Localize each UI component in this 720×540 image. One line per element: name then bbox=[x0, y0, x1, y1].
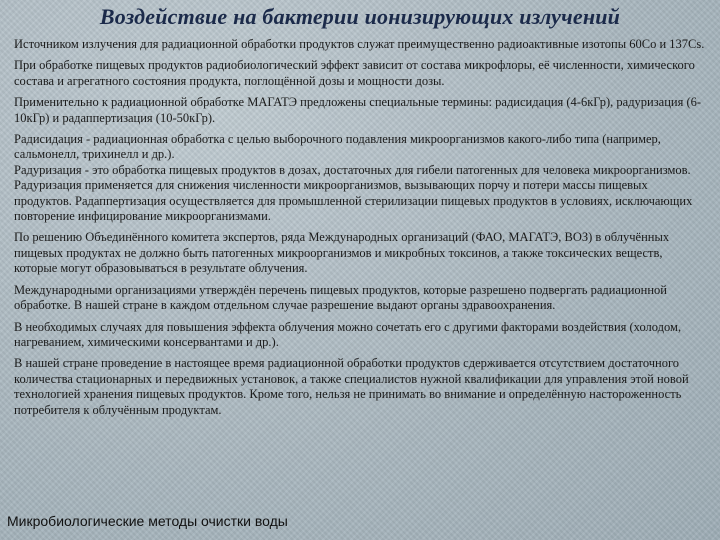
paragraph-radicidation: Радисидация - радиационная обработка с целью выборочного подавления микроорганизмов какого-либо типа (например, сальмонелл, трихинелл и др.). bbox=[14, 132, 661, 162]
paragraph-combined-factors: В необходимых случаях для повышения эффекта облучения можно сочетать его с другими факторами воздействия (холодом, нагреванием, химическими консервантами и др.). bbox=[14, 319, 682, 349]
slide-title: Воздействие на бактерии ионизирующих излучений bbox=[99, 4, 621, 29]
paragraph-radiobiological-effect: При обработке пищевых продуктов радиобиологический эффект зависит от состава микрофлоры, её численности, химического состава и агрегатного состояния продукта, поглощённой дозы и мощности дозы. bbox=[14, 58, 695, 88]
paragraph-iaea-terms: Применительно к радиационной обработке МАГАТЭ предложены специальные термины: радисидация (4-6кГр), радуризация (6-10кГр) и радаппертизация (10-50кГр). bbox=[14, 95, 702, 125]
paragraph-current-limitations: В нашей стране проведение в настоящее время радиационной обработки продуктов сдерживается отсутствием достаточного количества стационарных и передвижных установок, а также специалистов нужной квалификации для управления этой новой технологией хранения пищевых продуктов. Кроме того, нельзя не принимать во внимание и определённую настороженность потребителя к облучённым продуктам. bbox=[14, 356, 689, 417]
paragraph-radiation-sources: Источником излучения для радиационной обработки продуктов служат преимущественно радиоактивные изотопы 60Со и 137Cs. bbox=[14, 37, 705, 51]
paragraph-approved-list: Международными организациями утверждён перечень пищевых продуктов, которые разрешено подвергать радиационной обработке. В нашей стране в каждом отдельном случае разрешение выдают органы здравоохранения. bbox=[14, 282, 667, 313]
paragraph-expert-committee: По решению Объединённого комитета экспертов, ряда Международных организаций (ФАО, МАГАТЭ, ВОЗ) в облучённых пищевых продуктах не должно быть патогенных микроорганизмов и микробных токсинов, а также токсических веществ, которые могут образовываться в результате облучения. bbox=[14, 230, 670, 276]
slide-body bbox=[14, 37, 706, 424]
paragraph-radurization: Радуризация - это обработка пищевых продуктов в дозах, достаточных для гибели патогенных для человека микроорганизмов. Радуризация применяется для снижения численности микроорганизмов, вызывающих порчу и потери массы пищевых продуктов. Радаппертизация осуществляется для промышленной стерилизации пищевых продуктов в условиях, исключающих повторение инфицирование микроорганизмами. bbox=[14, 162, 693, 224]
footer-caption: Микробиологические методы очистки воды bbox=[7, 513, 288, 529]
